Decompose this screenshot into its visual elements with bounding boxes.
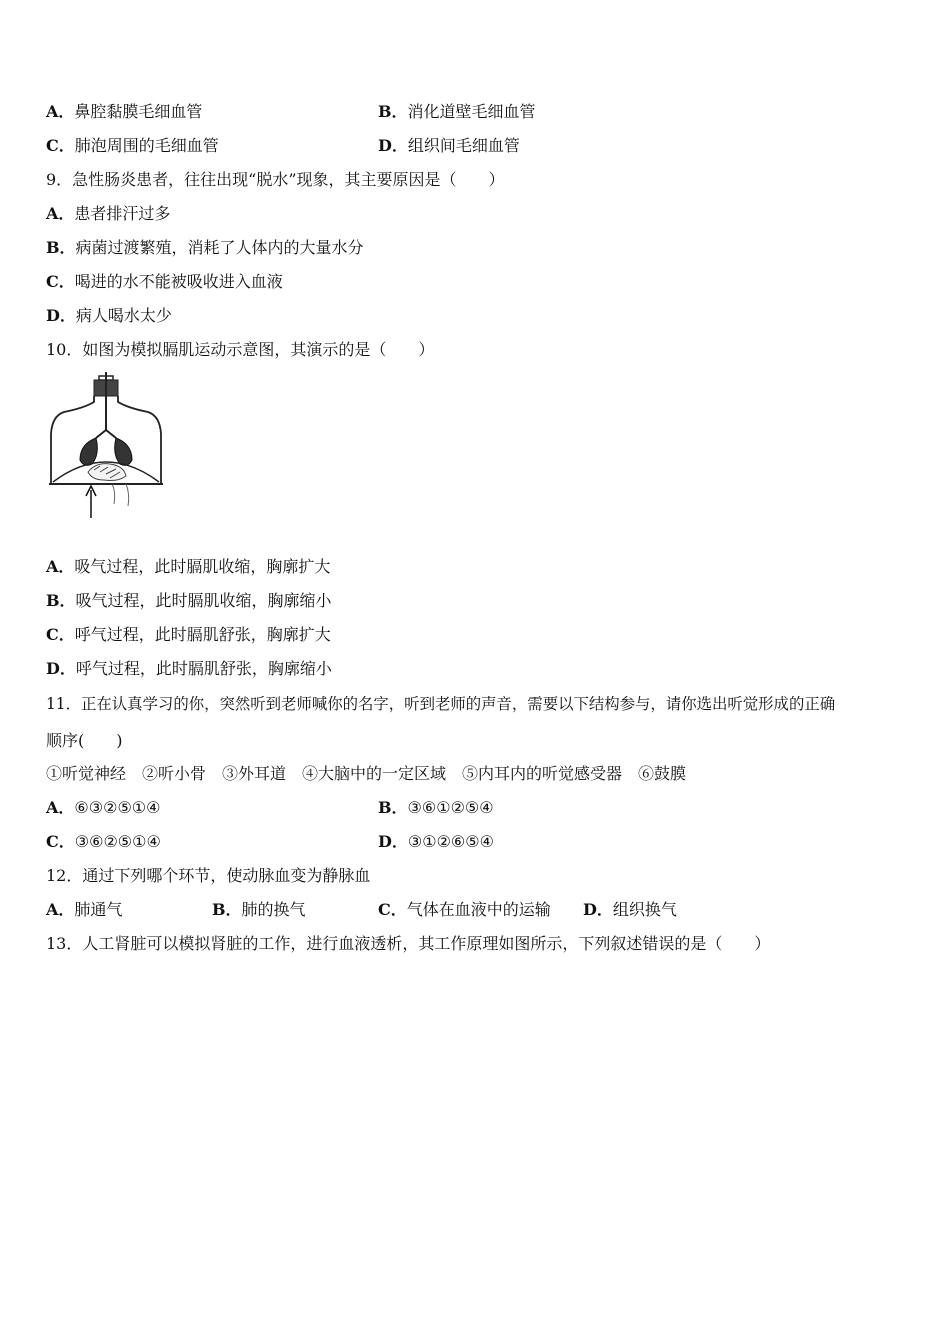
q9-option-c: C．喝进的水不能被吸收进入血液	[46, 272, 283, 291]
q9-stem: 9．急性肠炎患者，往往出现“脱水”现象，其主要原因是（ ）	[46, 170, 505, 189]
q11-stem-line2: 顺序( )	[46, 731, 123, 750]
q10-option-b: B．吸气过程，此时膈肌收缩，胸廓缩小	[46, 591, 332, 610]
q11-option-c: C．③⑥②⑤①④	[46, 832, 161, 851]
q12-option-c: C．气体在血液中的运输	[378, 900, 551, 919]
q9-option-a: A．患者排汗过多	[46, 204, 171, 223]
hand	[88, 464, 126, 481]
q13-stem: 13．人工肾脏可以模拟肾脏的工作，进行血液透析，其工作原理如图所示，下列叙述错误的是（ ）	[46, 934, 771, 953]
q12-option-d: D．组织换气	[583, 900, 677, 919]
q11-option-a: A．⑥③②⑤①④	[46, 798, 161, 817]
y-tube	[96, 412, 116, 438]
wrist	[112, 484, 129, 506]
q12-option-a: A．肺通气	[46, 900, 123, 919]
q10-stem: 10．如图为模拟膈肌运动示意图，其演示的是（ ）	[46, 340, 435, 359]
q8-option-d: D．组织间毛细血管	[378, 136, 520, 155]
q11-option-b: B．③⑥①②⑤④	[378, 798, 494, 817]
q8-option-c: C．肺泡周围的毛细血管	[46, 136, 219, 155]
q10-option-d: D．呼气过程，此时膈肌舒张，胸廓缩小	[46, 659, 332, 678]
q12-option-b: B．肺的换气	[212, 900, 306, 919]
q11-option-d: D．③①②⑥⑤④	[378, 832, 494, 851]
q9-option-b: B．病菌过渡繁殖，消耗了人体内的大量水分	[46, 238, 364, 257]
q12-stem: 12．通过下列哪个环节，使动脉血变为静脉血	[46, 866, 371, 885]
q11-stem-line1: 11．正在认真学习的你，突然听到老师喊你的名字，听到老师的声音，需要以下结构参与，请你选出听觉形成的正确	[46, 695, 836, 713]
q10-option-c: C．呼气过程，此时膈肌舒张，胸廓扩大	[46, 625, 331, 644]
q8-option-b: B．消化道壁毛细血管	[378, 102, 536, 121]
balloon-right	[115, 438, 132, 465]
diaphragm-model-figure	[44, 372, 170, 522]
q9-option-d: D．病人喝水太少	[46, 306, 172, 325]
q10-option-a: A．吸气过程，此时膈肌收缩，胸廓扩大	[46, 557, 331, 576]
balloon-left	[80, 438, 97, 465]
q11-items: ①听觉神经 ②听小骨 ③外耳道 ④大脑中的一定区域 ⑤内耳内的听觉感受器 ⑥鼓膜	[46, 764, 687, 783]
q8-option-a: A．鼻腔黏膜毛细血管	[46, 102, 203, 121]
